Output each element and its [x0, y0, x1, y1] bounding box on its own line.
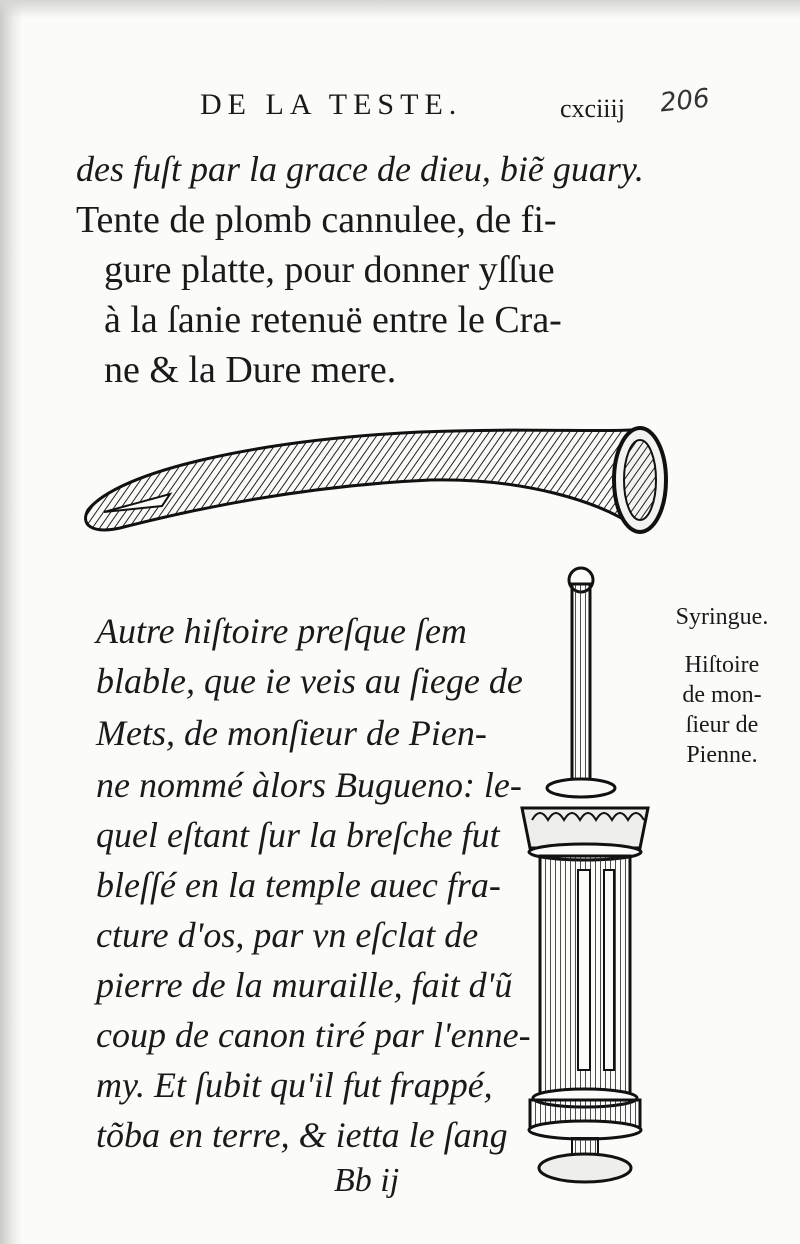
story-line: tõba en terre, & ietta le ſang [96, 1115, 508, 1155]
story-line: bleſſé en la temple auec fra- [96, 865, 501, 905]
upper-roman-line: gure platte, pour donner yſſue [104, 249, 555, 291]
upper-roman-line: Tente de plomb cannulee, de fi- [76, 199, 557, 241]
margin-note-histoire-line: de mon- [682, 682, 762, 708]
story-line: cture d'os, par vn eſclat de [96, 915, 479, 955]
margin-note-syringue: Syringue. [675, 604, 769, 630]
story-line: ne nommé àlors Bugueno: le- [96, 765, 522, 805]
story-line: my. Et ſubit qu'il fut frappé, [96, 1065, 493, 1105]
margin-note-histoire-line: Pienne. [686, 742, 758, 768]
upper-italic-line: des fuſt par la grace de dieu, biẽ guary. [76, 149, 644, 189]
margin-note-histoire-line: Hiſtoire [684, 652, 760, 678]
handwritten-page-number: 206 [658, 83, 712, 119]
running-head: DE LA TESTE. [200, 88, 463, 121]
margin-note-histoire-line: ſieur de [685, 712, 759, 738]
story-line: coup de canon tiré par l'enne- [96, 1015, 531, 1055]
story-line: pierre de la muraille, fait d'ũ [96, 965, 513, 1005]
margin-notes [652, 602, 792, 770]
story-line: Mets, de monſieur de Pien- [96, 713, 487, 753]
upper-roman-line: ne & la Dure mere. [104, 349, 397, 391]
folio-number: cxciiij [560, 94, 625, 123]
story-line: blable, que ie veis au ſiege de [96, 661, 523, 701]
story-line: quel eſtant ſur la breſche fut [96, 815, 500, 855]
signature-mark: Bb ij [334, 1162, 400, 1199]
upper-roman-line: à la ſanie retenuë entre le Cra- [104, 299, 562, 341]
story-line: Autre hiſtoire preſque ſem [96, 611, 467, 651]
